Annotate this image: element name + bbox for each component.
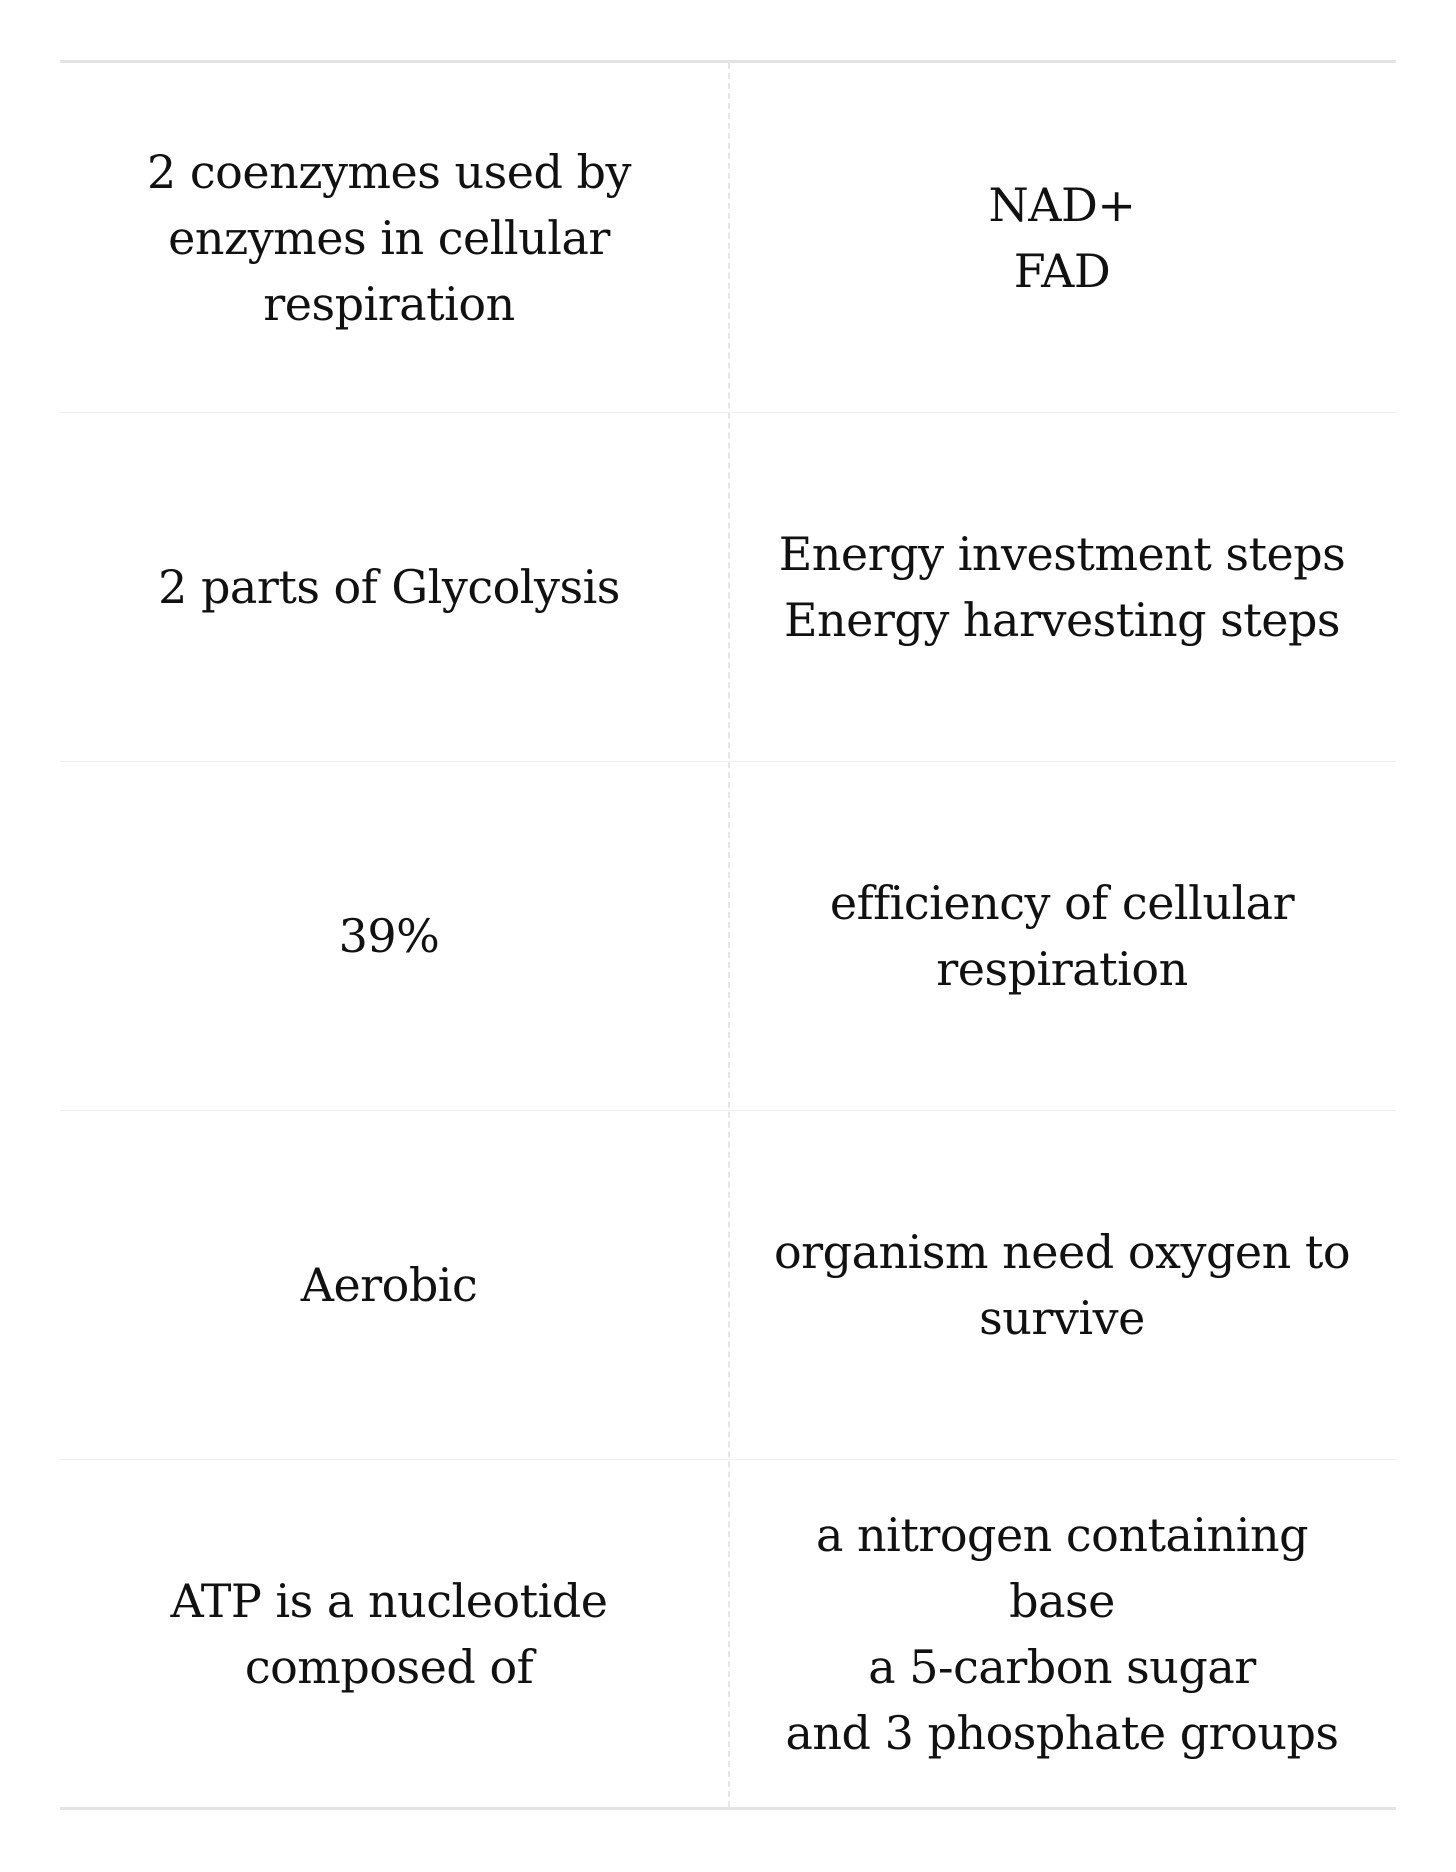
- definition-text: a nitrogen containing base a 5-carbon sugar and 3 phosphate groups: [785, 1507, 1339, 1760]
- definition-text: NAD+ FAD: [988, 177, 1136, 298]
- flashcard-term: [60, 761, 728, 1110]
- definition-text: Energy investment steps Energy harvesting steps: [778, 526, 1346, 647]
- flashcard-definition: [728, 761, 1396, 1110]
- flashcard-term: [60, 1110, 728, 1459]
- term-text: 39%: [338, 908, 440, 963]
- term-text: Aerobic: [300, 1257, 478, 1312]
- flashcard-row: [60, 412, 1396, 761]
- term-text: 2 coenzymes used by enzymes in cellular respiration: [147, 144, 631, 331]
- definition-text: efficiency of cellular respiration: [829, 875, 1295, 996]
- flashcard-definition: [728, 1110, 1396, 1459]
- definition-text: organism need oxygen to survive: [773, 1224, 1351, 1345]
- flashcard-term: [60, 1459, 728, 1808]
- flashcard-row: [60, 63, 1396, 412]
- flashcard-definition: [728, 412, 1396, 761]
- flashcard-definition: [728, 63, 1396, 412]
- term-text: 2 parts of Glycolysis: [158, 559, 620, 614]
- flashcard-definition: [728, 1459, 1396, 1808]
- flashcard-row: [60, 761, 1396, 1110]
- flashcard-term: [60, 412, 728, 761]
- term-text: ATP is a nucleotide composed of: [170, 1573, 608, 1694]
- flashcard-sheet: [60, 60, 1396, 1810]
- flashcard-term: [60, 63, 728, 412]
- flashcard-row: [60, 1459, 1396, 1808]
- flashcard-row: [60, 1110, 1396, 1459]
